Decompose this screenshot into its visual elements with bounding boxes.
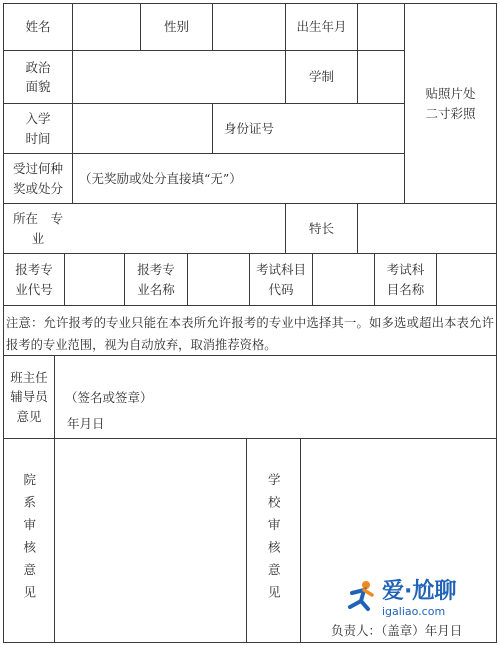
id-number-field[interactable] [286, 104, 404, 153]
awards-field[interactable] [73, 154, 404, 203]
apply-major-name-field[interactable] [188, 254, 249, 305]
major-label-line-2: 业 [31, 230, 45, 246]
exam-code-line-1: 考试科目 [255, 262, 306, 278]
advisor-date-line: 年月日 [67, 416, 105, 431]
rule [3, 305, 497, 306]
gender-field[interactable] [213, 4, 285, 50]
watermark-url: igaliao.com [382, 605, 446, 618]
apply-code-line-1: 报考专 [15, 262, 53, 278]
advisor-label-line-3: 意见 [16, 408, 42, 424]
exam-subject-name-field[interactable] [437, 254, 496, 305]
current-major-field[interactable] [73, 204, 285, 253]
photo-hint-line-1: 贴照片处 [425, 86, 476, 102]
apply-code-line-2: 业代号 [15, 281, 53, 297]
photo-box [405, 4, 496, 203]
apply-name-line-1: 报考专 [137, 262, 175, 278]
major-label-line-1: 所在 专 [12, 211, 63, 227]
department-review-field[interactable] [55, 439, 246, 642]
enroll-time-field[interactable] [73, 104, 212, 153]
enroll-label-line-1: 入学 [25, 111, 51, 127]
school-review-label [247, 460, 300, 620]
political-label-line-2: 面貌 [25, 79, 51, 94]
awards-hint: （无奖励或处分直接填“无”） [79, 170, 242, 186]
current-major-label [4, 204, 72, 253]
advisor-sign-hint: （签名或签章） [65, 390, 153, 405]
enroll-label-line-2: 时间 [25, 130, 51, 146]
name-label: 姓名 [25, 19, 51, 35]
apply-name-line-2: 业名称 [137, 281, 175, 297]
schooling-label: 学制 [308, 69, 334, 85]
awards-label [4, 154, 72, 203]
school-review-text: 学校审核意见 [266, 472, 282, 608]
exam-name-line-1: 考试科 [386, 262, 425, 278]
birth-field[interactable] [358, 4, 404, 50]
watermark-brand: 爱·尬聊 [382, 579, 457, 604]
apply-major-code-label [4, 254, 64, 305]
department-review-text: 院系审核意见 [21, 472, 37, 608]
exam-code-line-2: 代码 [268, 281, 294, 297]
exam-subject-code-label [250, 254, 312, 305]
enroll-time-label [4, 104, 72, 153]
id-number-label: 身份证号 [223, 120, 274, 136]
political-status-label [4, 51, 72, 103]
awards-label-line-2: 奖或处分 [12, 180, 63, 196]
advisor-label-line-1: 班主任 [10, 369, 48, 385]
specialty-label: 特长 [308, 220, 334, 236]
exam-subject-code-field[interactable] [313, 254, 374, 305]
exam-subject-name-label [375, 254, 436, 305]
exam-name-line-2: 目名称 [386, 281, 425, 297]
name-field[interactable] [73, 4, 140, 50]
photo-hint-line-2: 二寸彩照 [425, 105, 476, 121]
school-sign-line: 负责人：（盖章）年月日 [331, 623, 463, 638]
gender-label: 性别 [163, 19, 189, 35]
rule [3, 642, 497, 643]
schooling-field[interactable] [358, 51, 404, 103]
advisor-label-line-2: 辅导员 [10, 389, 48, 405]
advisor-opinion-label [4, 356, 54, 438]
specialty-field[interactable] [358, 204, 496, 253]
runner-icon [344, 579, 378, 613]
apply-major-name-label [125, 254, 187, 305]
awards-label-line-1: 受过何种 [12, 161, 63, 177]
political-status-field[interactable] [73, 51, 285, 103]
political-label-line-1: 政治 [25, 59, 51, 75]
birth-label: 出生年月 [296, 19, 347, 35]
advisor-opinion-field[interactable] [55, 356, 496, 438]
rule [496, 3, 497, 643]
notice-text: 注意：允许报考的专业只能在本表所允许报考的专业中选择其一。如多选或超出本表允许报考的专业范围，视为自动放弃，取消推荐资格。 [6, 316, 494, 352]
department-review-label [4, 460, 54, 620]
apply-major-code-field[interactable] [65, 254, 124, 305]
watermark [344, 574, 456, 618]
